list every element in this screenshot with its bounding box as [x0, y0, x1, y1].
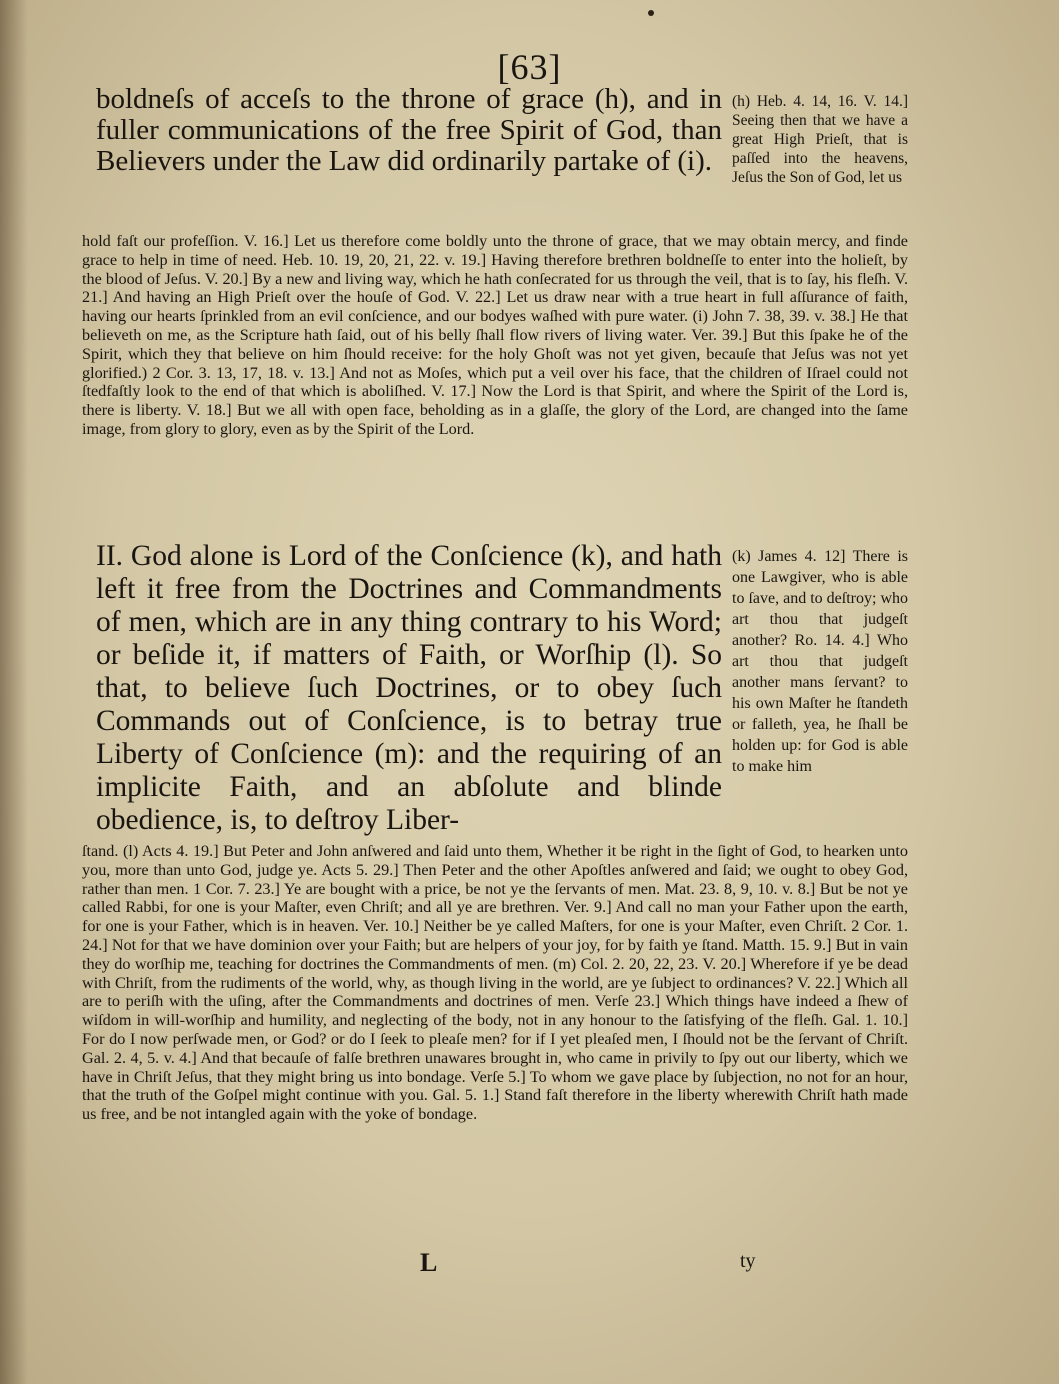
section-1-text: boldneſs of acceſs to the throne of grace (h), and in fuller communications of the free Spirit of God, than Believers under the Law did ordinarily partake of (i). — [96, 83, 722, 177]
page-edge-shadow — [0, 0, 28, 1384]
catchword: ty — [740, 1250, 756, 1272]
footnote-block-2: ſtand. (l) Acts 4. 19.] But Peter and John anſwered and ſaid unto them, Whether it be right in the ſight of God, to hearken unto you, more than unto God, judge ye. Acts 5. 29.] Then Peter and the other Apoſtles anſwered and ſaid; we ought to obey God, rather than men. 1 Cor. 7. 23.] Ye are bought with a price, be not ye the ſervants of men. Mat. 23. 8, 9, 10. v. 8.] But be not ye called Rabbi, for one is your Maſter, even Chriſt; and all ye are brethren. Ver. 9.] And call no man your Father upon the earth, for one is your Father, which is in heaven. Ver. 10.] Neither be ye called Maſters, for one is your Maſter, even Chriſt. 2 Cor. 1. 24.] Not for that we have dominion over your Faith; but are helpers of your joy, for by faith ye ſtand. Matth. 15. 9.] But in vain they do worſhip me, teaching for doctrines the Commandments of men. (m) Col. 2. 20, 22, 23. V. 20.] Wherefore if ye be dead with Chriſt, from the rudiments of the world, why, as though living in the world, are ye ſubject to ordinances? V. 22.] Which all are to periſh with the uſing, after the Commandments and doctrines of men. Verſe 23.] Which things have indeed a ſhew of wiſdom in will-worſhip and humility, and neglecting of the body, not in any honour to the ſatisfying of the fleſh. Gal. 1. 10.] For do I now perſwade men, or God? or do I ſeek to pleaſe men? for if I yet pleaſed men, I ſhould not be the ſervant of Chriſt. Gal. 2. 4, 5. v. 4.] And that becauſe of falſe brethren unawares brought in, who came in privily to ſpy out our liberty, which we have in Chriſt Jeſus, that they might bring us into bondage. Verſe 5.] To whom we gave place by ſubjection, no not for an hour, that the truth of the Goſpel might continue with you. Gal. 5. 1.] Stand faſt therefore in the liberty wherewith Chriſt hath made us free, and be not intangled again with the yoke of bondage. — [82, 842, 908, 1124]
footnote-block-1: hold faſt our profeſſion. V. 16.] Let us therefore come boldly unto the throne of grace, that we may obtain mercy, and finde grace to help in time of need. Heb. 10. 19, 20, 21, 22. v. 19.] Having therefore brethren boldneſſe to enter into the holieſt, by the blood of Jeſus. V. 20.] By a new and living way, which he hath conſecrated for us through the veil, that is to ſay, his fleſh. V. 21.] And having an High Prieſt over the houſe of God. V. 22.] Let us draw near with a true heart in full aſſurance of faith, having our hearts ſprinkled from an evil conſcience, and our bodyes waſhed with pure water. (i) John 7. 38, 39. v. 38.] He that believeth on me, as the Scripture hath ſaid, out of his belly ſhall flow rivers of living water. Ver. 39.] But this ſpake he of the Spirit, which they that believe on him ſhould receive: for the holy Ghoſt was not yet given, becauſe that Jeſus was not yet glorified.) 2 Cor. 3. 13, 17, 18. v. 13.] And not as Moſes, which put a veil over his face, that the children of Iſrael could not ſtedfaſtly look to the end of that which is aboliſhed. V. 17.] Now the Lord is that Spirit, and where the Spirit of the Lord is, there is liberty. V. 18.] But we all with open face, beholding as in a glaſſe, the glory of the Lord, are changed into the ſame image, from glory to glory, even as by the Spirit of the Lord. — [82, 232, 908, 438]
page-number: [63] — [497, 47, 562, 87]
ink-spot — [648, 10, 654, 16]
signature-mark: L — [420, 1248, 438, 1277]
sidenote-k: (k) James 4. 12] There is one Lawgiver, who is able to ſave, and to deſtroy; who art thou that judgeſt another? Ro. 14. 4.] Who art thou that judgeſt another mans ſervant? to his own Maſter he ſtandeth or falleth, yea, he ſhall be holden up: for God is able to make him — [732, 548, 908, 775]
sidenote-h: (h) Heb. 4. 14, 16. V. 14.] Seeing then that we have a great High Prieſt, that is paſſed into the heavens, Jeſus the Son of God, let us — [732, 93, 908, 186]
section-2-text: II. God alone is Lord of the Conſcience (k), and hath left it free from the Doctrines and Commandments of men, which are in any thing contrary to his Word; or beſide it, if matters of Faith, or Worſhip (l). So that, to believe ſuch Doctrines, or to obey ſuch Commands out of Conſcience, is to betray true Liberty of Conſcience (m): and the requiring of an implicite Faith, and an abſolute and blinde obedience, is, to deſtroy Liber- — [96, 540, 722, 836]
